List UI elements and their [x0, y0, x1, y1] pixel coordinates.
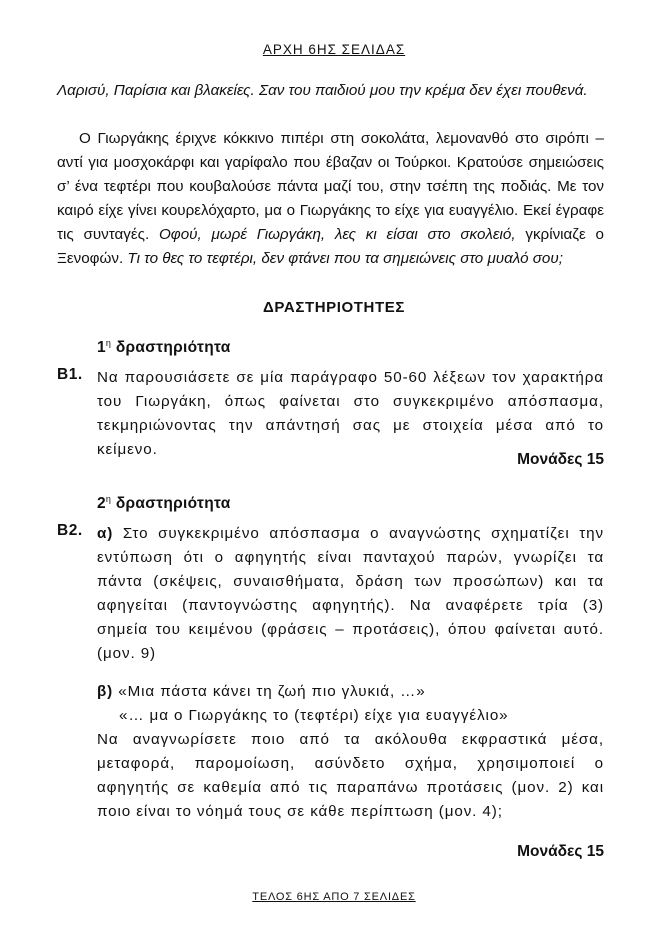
- activity-2-heading: [97, 494, 231, 513]
- question-b2b-label: β): [97, 683, 114, 700]
- question-b2b-text: Να αναγνωρίσετε ποιο από τα ακόλουθα εκφραστικά μέσα, μεταφορά, παρομοίωση, ασύνδετο σχήμα, χρησιμοποιεί ο αφηγητής σε καθεμία από τις παραπάνω προτάσεις (μον. 2) και ποιο είναι το νόημά τους σε κάθε περίπτωση (μον. 4);: [97, 731, 604, 820]
- question-b2b-quote-2: «… μα ο Γιωργάκης το (τεφτέρι) είχε για ευαγγέλιο»: [119, 707, 509, 724]
- question-b2a: [97, 522, 604, 666]
- activity-number: 2: [97, 495, 106, 512]
- activity-label: δραστηριότητα: [111, 339, 231, 356]
- passage-paragraph-2: [57, 127, 604, 271]
- question-b2a-text: Στο συγκεκριμένο απόσπασμα ο αναγνώστης σχηματίζει την εντύπωση ότι ο αφηγητής είναι πανταχού παρών, γνωρίζει τα πάντα (σκέψεις, συναισθήματα, δράση των προσώπων) και τα αφηγείται (παντογνώστης αφηγητής). Να αναφέρετε τρία (3) σημεία του κειμένου (φράσεις – προτάσεις), όπου φαίνεται αυτό. (μον. 9): [97, 525, 604, 662]
- passage-paragraph-1: Λαρισύ, Παρίσια και βλακείες. Σαν του παιδιού μου την κρέμα δεν έχει πουθενά.: [57, 82, 588, 99]
- page-footer: [0, 891, 668, 903]
- page-header: [0, 42, 668, 57]
- passage-text: γκρίνιαζε ο Ξενοφών.: [57, 226, 604, 267]
- passage-text: Ο Γιωργάκης έριχνε κόκκινο πιπέρι στη σοκολάτα, λεμονανθό στο σιρόπι – αντί για μοσχοκάρφι και γαρίφαλο που έβαζαν οι Τούρκοι. Κρατούσε σημειώσεις σ’ ένα τεφτέρι που κουβαλούσε πάντα μαζί του, στην τσέπη της ποδιάς. Με τον καιρό είχε γίνει κουρελόχαρτο, μα ο Γιωργάκης το είχε για ευαγγέλιο. Εκεί έγραφε τις συνταγές.: [57, 130, 604, 243]
- activity-number: 1: [97, 339, 106, 356]
- activity-1-heading: [97, 338, 231, 357]
- section-title: ΔΡΑΣΤΗΡΙΟΤΗΤΕΣ: [263, 299, 405, 316]
- question-b2b: [97, 680, 604, 824]
- question-b1-label: Β1.: [57, 366, 83, 383]
- activity-ordinal: η: [105, 338, 112, 348]
- activity-label: δραστηριότητα: [111, 495, 231, 512]
- question-b2b-quote-1-line: [97, 680, 604, 704]
- marks-b1: Μονάδες 15: [517, 451, 604, 468]
- passage-dialogue-2: Τι το θες το τεφτέρι, δεν φτάνει που τα σημειώνεις στο μυαλό σου;: [127, 250, 563, 267]
- question-b1-text: Να παρουσιάσετε σε μία παράγραφο 50-60 λέξεων τον χαρακτήρα του Γιωργάκη, όπως φαίνεται στο συγκεκριμένο απόσπασμα, τεκμηριώνοντας την απάντησή σας με στοιχεία μέσα από το κείμενο.: [97, 369, 604, 458]
- marks-b2: Μονάδες 15: [517, 843, 604, 860]
- page-header-title: ΑΡΧΗ 6ΗΣ ΣΕΛΙΔΑΣ: [262, 42, 406, 57]
- activity-ordinal: η: [105, 494, 112, 504]
- page-footer-text: ΤΕΛΟΣ 6ΗΣ ΑΠΟ 7 ΣΕΛΙΔΕΣ: [252, 891, 416, 903]
- question-b2b-quote-1: «Μια πάστα κάνει τη ζωή πιο γλυκιά, …»: [113, 683, 426, 700]
- question-b2a-label: α): [97, 525, 114, 542]
- passage-dialogue-1: Οφού, μωρέ Γιωργάκη, λες κι είσαι στο σκολειό,: [158, 226, 516, 243]
- question-b2-label: Β2.: [57, 522, 83, 539]
